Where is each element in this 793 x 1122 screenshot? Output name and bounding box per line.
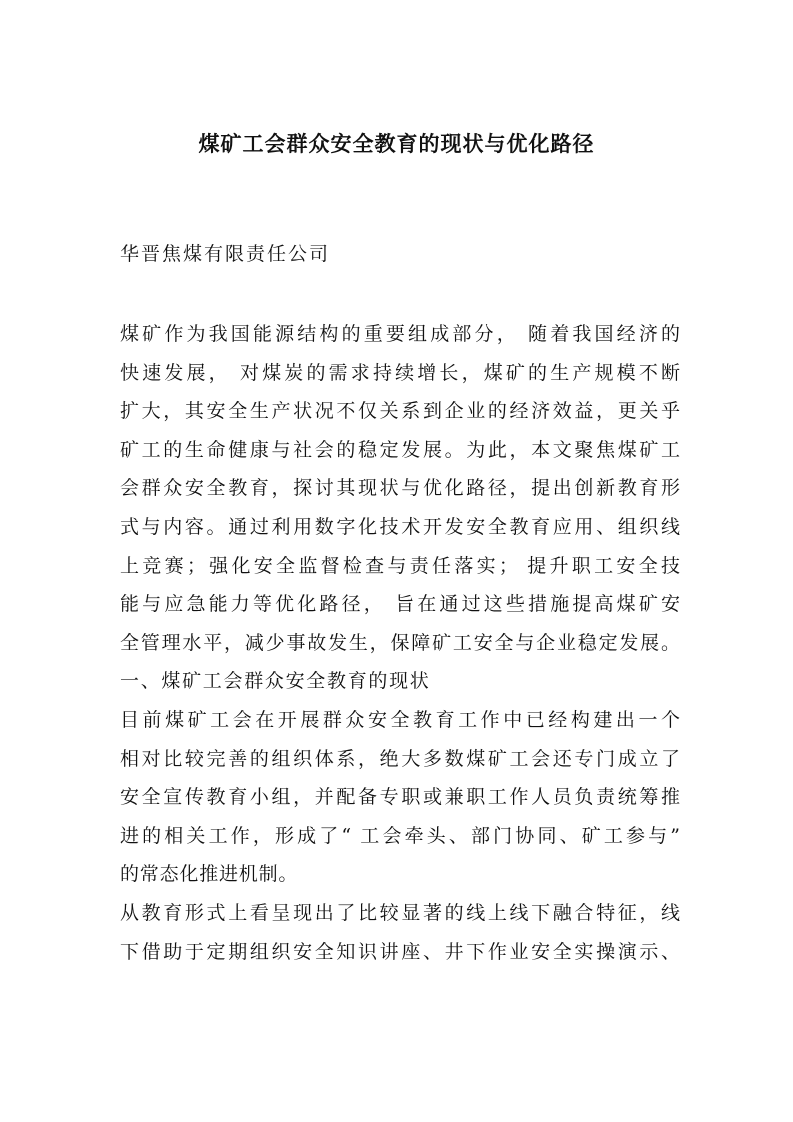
text-line: 的常态化推进机制。: [120, 863, 299, 886]
text-line: 快速发展， 对煤炭的需求持续增长，煤矿的生产规模不断: [120, 361, 680, 384]
text-line: 能与应急能力等优化路径， 旨在通过这些措施提高煤矿安: [120, 593, 680, 616]
text-line: 上竞赛；强化安全监督检查与责任落实； 提升职工安全技: [120, 554, 680, 577]
text-line: 下借助于定期组织安全知识讲座、井下作业安全实操演示、: [120, 940, 680, 963]
body-text: [120, 315, 680, 971]
document-title: 煤矿工会群众安全教育的现状与优化路径: [198, 131, 595, 156]
text-line: 进的相关工作，形成了“ 工会牵头、部门协同、矿工参与”: [120, 824, 680, 847]
text-line: 式与内容。通过利用数字化技术开发安全教育应用、组织线: [120, 515, 680, 538]
text-line: 从教育形式上看呈现出了比较显著的线上线下融合特征，线: [120, 901, 680, 924]
text-line: 会群众安全教育，探讨其现状与优化路径，提出创新教育形: [120, 477, 680, 500]
text-line: 全管理水平，减少事故发生，保障矿工安全与企业稳定发展。: [120, 631, 680, 654]
text-line: 扩大，其安全生产状况不仅关系到企业的经济效益，更关乎: [120, 400, 680, 423]
section-heading: 一、煤矿工会群众安全教育的现状: [120, 670, 431, 693]
text-line: 煤矿作为我国能源结构的重要组成部分， 随着我国经济的: [120, 323, 680, 345]
text-line: 相对比较完善的组织体系，绝大多数煤矿工会还专门成立了: [120, 747, 680, 770]
document-author: 华晋焦煤有限责任公司: [120, 243, 331, 265]
text-line: 矿工的生命健康与社会的稳定发展。为此，本文聚焦煤矿工: [120, 438, 680, 461]
text-line: 安全宣传教育小组，并配备专职或兼职工作人员负责统筹推: [120, 786, 680, 809]
text-line: 目前煤矿工会在开展群众安全教育工作中已经构建出一个: [120, 708, 680, 731]
